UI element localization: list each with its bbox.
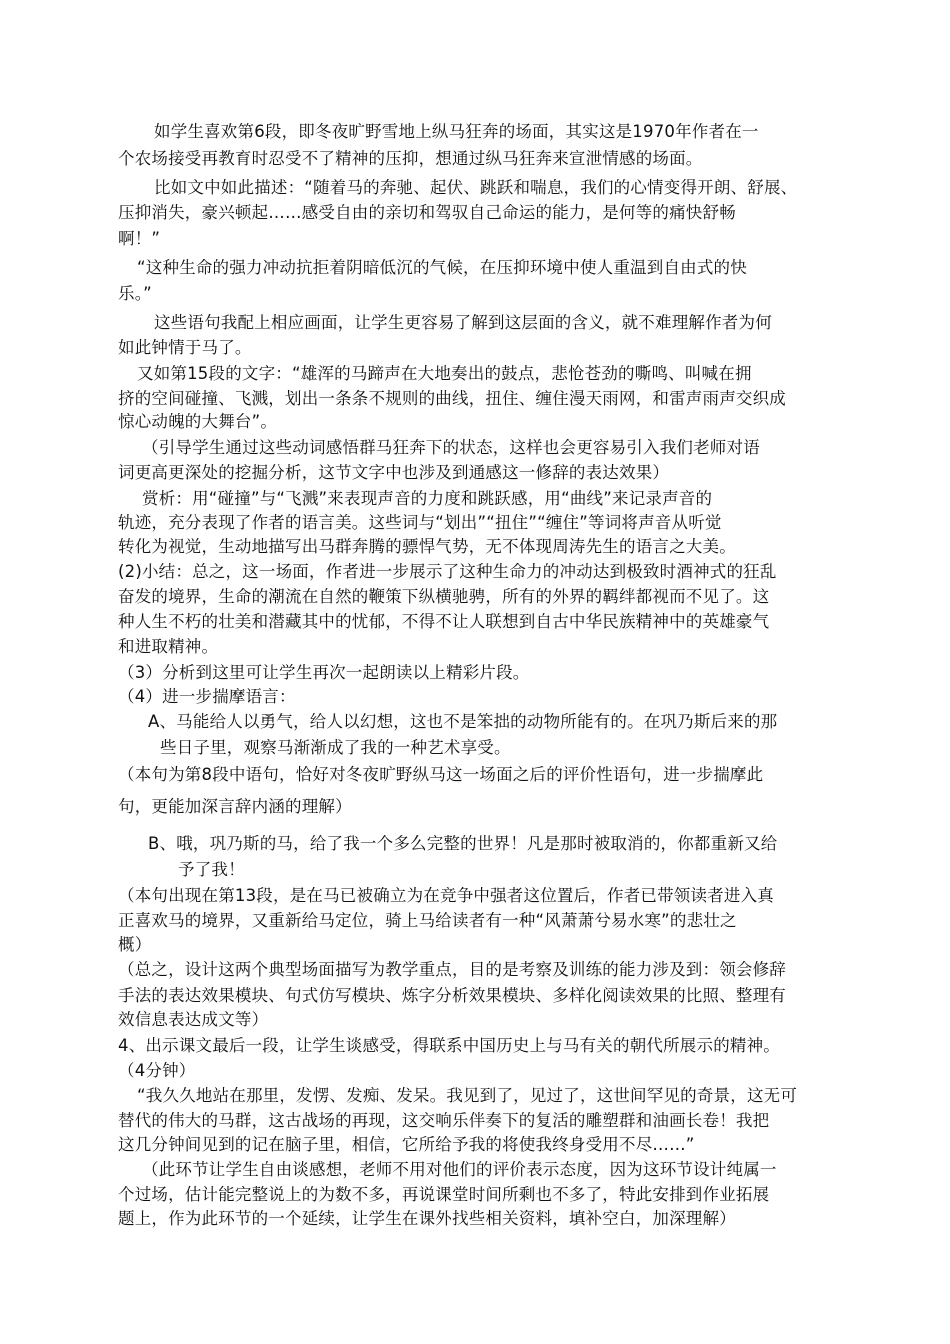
text-line: 如此钟情于马了。 — [118, 338, 252, 357]
text-line: 正喜欢马的境界，又重新给马定位，骑上马给读者有一种“风萧萧兮易水寒”的悲壮之 — [118, 911, 737, 930]
text-line: “这种生命的强力冲动抗拒着阴暗低沉的气候，在压抑环境中使人重温到自由式的快 — [137, 258, 747, 277]
text-line: 些日子里，观察马渐渐成了我的一种艺术享受。 — [160, 738, 511, 757]
text-line: 惊心动魄的大舞台”。 — [118, 412, 278, 431]
text-line: 效信息表达成文等） — [118, 1010, 269, 1029]
text-line: B、哦，巩乃斯的马，给了我一个多么完整的世界！凡是那时被取消的，你都重新又给 — [148, 834, 778, 853]
text-line: 这些语句我配上相应画面，让学生更容易了解到这层面的含义，就不难理解作者为何 — [154, 313, 772, 332]
text-line: 替代的伟大的马群，这古战场的再现，这交响乐伴奏下的复活的雕塑群和油画长卷！我把 — [118, 1111, 770, 1130]
text-line: （4）进一步揣摩语言： — [118, 687, 296, 706]
text-line: （3）分析到这里可让学生再次一起朗读以上精彩片段。 — [118, 663, 530, 682]
text-line: (2)小结：总之，这一场面，作者进一步展示了这种生命力的冲动达到极致时酒神式的狂乱 — [118, 562, 777, 581]
text-line: 压抑消失，豪兴顿起……感受自由的亲切和驾驭自己命运的能力，是何等的痛快舒畅 — [118, 203, 736, 222]
text-line: （4分钟） — [118, 1061, 196, 1080]
text-line: 予了我！ — [178, 860, 245, 879]
text-line: 和进取精神。 — [118, 637, 219, 656]
text-line: 挤的空间碰撞、飞溅，划出一条条不规则的曲线，扭住、缠住漫天雨网，和雷声雨声交织成 — [118, 389, 786, 408]
text-line: 词更高更深处的挖掘分析，这节文字中也涉及到通感这一修辞的表达效果） — [118, 463, 670, 482]
text-line: A、马能给人以勇气，给人以幻想，这也不是笨拙的动物所能有的。在巩乃斯后来的那 — [148, 712, 778, 731]
text-line: 又如第15段的文字：“雄浑的马蹄声在大地奏出的鼓点，悲怆苍劲的嘶鸣、叫喊在拥 — [137, 364, 752, 383]
text-line: （此环节让学生自由谈感想，老师不用对他们的评价表示态度，因为这环节设计纯属一 — [142, 1160, 777, 1179]
text-line: 概） — [118, 935, 152, 954]
text-line: 个过场，估计能完整说上的为数不多，再说课堂时间所剩也不多了，特此安排到作业拓展 — [118, 1185, 770, 1204]
text-line: （本句为第8段中语句，恰好对冬夜旷野纵马这一场面之后的评价性语句，进一步揣摩此 — [118, 765, 764, 784]
text-line: 如学生喜欢第6段，即冬夜旷野雪地上纵马狂奔的场面，其实这是1970年作者在一 — [154, 122, 759, 141]
text-line: “我久久地站在那里，发愣、发痴、发呆。我见到了，见过了，这世间罕见的奇景，这无可 — [137, 1086, 798, 1105]
text-line: 比如文中如此描述：“随着马的奔驰、起伏、跳跃和喘息，我们的心情变得开朗、舒展、 — [154, 178, 798, 197]
text-line: 赏析：用“碰撞”与“飞溅”来表现声音的力度和跳跃感，用“曲线”来记录声音的 — [142, 489, 713, 508]
text-line: （总之，设计这两个典型场面描写为教学重点，目的是考察及训练的能力涉及到：领会修辞 — [118, 960, 786, 979]
text-line: 乐。” — [118, 284, 152, 303]
text-line: 句，更能加深言辞内涵的理解） — [118, 797, 352, 816]
text-line: 个农场接受再教育时忍受不了精神的压抑，想通过纵马狂奔来宣泄情感的场面。 — [118, 149, 703, 168]
text-line: 4、出示课文最后一段，让学生谈感受，得联系中国历史上与马有关的朝代所展示的精神。 — [118, 1036, 780, 1055]
text-line: 啊！” — [118, 229, 161, 248]
text-line: （引导学生通过这些动词感悟群马狂奔下的状态，这样也会更容易引入我们老师对语 — [142, 438, 760, 457]
text-line: 转化为视觉，生动地描写出马群奔腾的骠悍气势，无不体现周涛先生的语言之大美。 — [118, 537, 736, 556]
text-line: 种人生不朽的壮美和潜藏其中的忧郁，不得不让人联想到自古中华民族精神中的英雄豪气 — [118, 612, 770, 631]
text-line: 手法的表达效果模块、句式仿写模块、炼字分析效果模块、多样化阅读效果的比照、整理有 — [118, 986, 786, 1005]
text-line: 轨迹，充分表现了作者的语言美。这些词与“划出”“扭住”“缠住”等词将声音从听觉 — [118, 513, 722, 532]
text-line: 这几分钟间见到的记在脑子里，相信，它所给予我的将使我终身受用不尽……” — [118, 1135, 695, 1154]
text-line: （本句出现在第13段，是在马已被确立为在竞争中强者这位置后，作者已带领读者进入真 — [118, 886, 774, 905]
text-line: 题上，作为此环节的一个延续，让学生在课外找些相关资料，填补空白，加深理解） — [118, 1209, 736, 1228]
text-line: 奋发的境界，生命的潮流在自然的鞭策下纵横驰骋，所有的外界的羁绊都视而不见了。这 — [118, 587, 770, 606]
